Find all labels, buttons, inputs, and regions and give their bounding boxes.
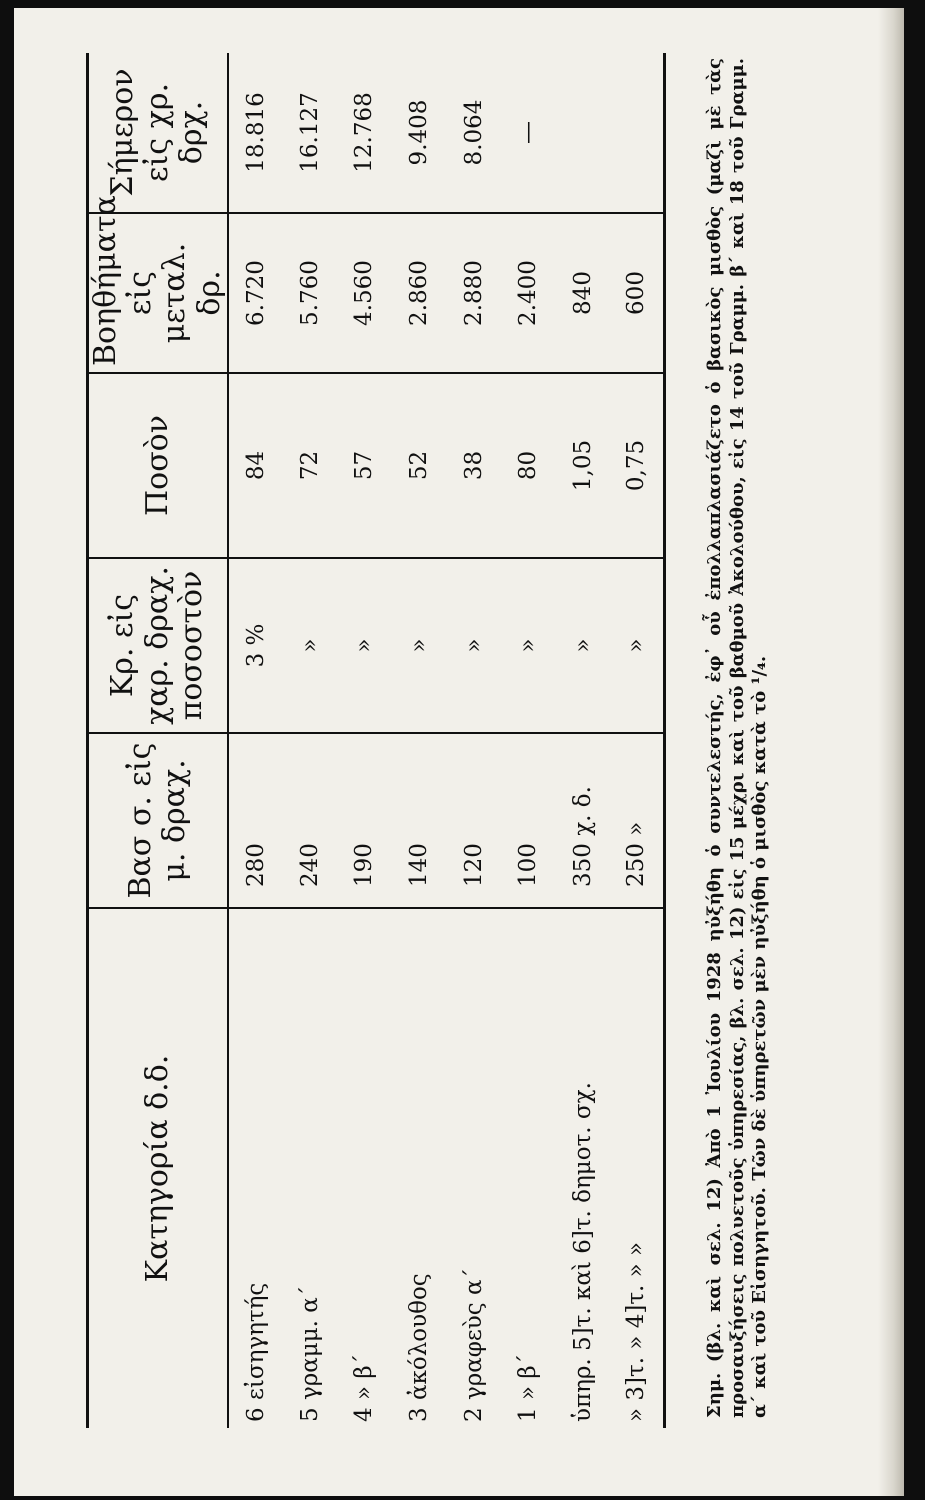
cell-pct: » [337, 558, 392, 733]
cell-today: — [501, 53, 556, 213]
cell-basic: 250 » [610, 733, 665, 908]
cell-amount: 84 [228, 373, 283, 558]
header-today: Σήμερον εἰς χρ. δρχ. [88, 53, 229, 213]
cell-category: ὑπηρ. 5]τ. καὶ 6]τ. δημοτ. σχ. [569, 1082, 596, 1422]
table-row [392, 53, 447, 1428]
cell-aid: 2.400 [501, 213, 556, 373]
cell-basic: 280 [228, 733, 283, 908]
cell-category: 5 γραμμ. α΄ [296, 1285, 323, 1422]
cell-aid: 4.560 [337, 213, 392, 373]
cell-today: 12.768 [337, 53, 392, 213]
table-row [228, 53, 283, 1428]
header-category: Κατηγορία δ.δ. [88, 908, 229, 1428]
salary-table [86, 53, 666, 1428]
table-row [610, 53, 665, 1428]
cell-amount: 0,75 [610, 373, 665, 558]
cell-basic: 240 [283, 733, 338, 908]
cell-pct: » [555, 558, 610, 733]
cell-basic: 140 [392, 733, 447, 908]
cell-basic: 120 [446, 733, 501, 908]
table-header-row [88, 53, 229, 1428]
table-row [337, 53, 392, 1428]
cell-category: 3 ἀκόλουθος [405, 1273, 432, 1422]
scanned-page [14, 8, 904, 1496]
cell-today: 9.408 [392, 53, 447, 213]
cell-today: 8.064 [446, 53, 501, 213]
cell-pct: 3 % [228, 558, 283, 733]
cell-today: 16.127 [283, 53, 338, 213]
table-row [501, 53, 556, 1428]
cell-pct: » [283, 558, 338, 733]
cell-pct: » [610, 558, 665, 733]
cell-basic: 190 [337, 733, 392, 908]
rotated-content [76, 48, 896, 1448]
table-row [555, 53, 610, 1428]
table-row [446, 53, 501, 1428]
cell-amount: 80 [501, 373, 556, 558]
table-row [283, 53, 338, 1428]
cell-aid: 840 [555, 213, 610, 373]
cell-category: 1 » β΄ [515, 1353, 542, 1422]
cell-basic: 350 χ. δ. [555, 733, 610, 908]
cell-basic: 100 [501, 733, 556, 908]
cell-aid: 6.720 [228, 213, 283, 373]
cell-aid: 5.760 [283, 213, 338, 373]
header-amount: Ποσὸν [88, 373, 229, 558]
cell-aid: 600 [610, 213, 665, 373]
cell-amount: 1,05 [555, 373, 610, 558]
cell-today [555, 53, 610, 213]
cell-amount: 38 [446, 373, 501, 558]
cell-today [610, 53, 665, 213]
cell-category: 4 » β΄ [351, 1353, 378, 1422]
header-basic-salary: Βασ σ. εἰς μ. δραχ. [88, 733, 229, 908]
cell-pct: » [392, 558, 447, 733]
cell-amount: 52 [392, 373, 447, 558]
cell-amount: 72 [283, 373, 338, 558]
cell-aid: 2.880 [446, 213, 501, 373]
cell-amount: 57 [337, 373, 392, 558]
cell-category: 6 εἰσηγητής [242, 1282, 269, 1422]
header-percentage: Κρ. εἰς χαρ. δραχ. ποσοστὸν [88, 558, 229, 733]
cell-category: 2 γραφεὺς α΄ [460, 1268, 487, 1422]
cell-today: 18.816 [228, 53, 283, 213]
header-aid: Βοηθήματα εἰς μεταλ. δρ. [88, 213, 229, 373]
footnote: Σημ. (βλ. καὶ σελ. 12) Ἀπὸ 1 Ἰουλίου 1928 ηὐξήθη ὁ συντελεστής, ἐφ᾽ οὗ ἐπολλαπλασιάζετο ὁ βασικὸς μισθὸς (μαζὶ μὲ τὰς προσαυξήσεις πολυετοῦς ὑπηρεσίας, βλ. σελ. 12) εἰς 15 μέχρι καὶ τοῦ βαθμοῦ Ἀκολούθου, εἰς 14 τοῦ Γραμμ. β΄ καὶ 18 τοῦ Γραμμ. α΄ καὶ τοῦ Εἰσηγητοῦ. Τῶν δὲ ὑπηρετῶν μὲν ηὐξήθη ὁ μισθὸς κατὰ τὸ ¹/₄. [704, 58, 770, 1418]
cell-pct: » [446, 558, 501, 733]
cell-aid: 2.860 [392, 213, 447, 373]
cell-category: » 3]τ. » 4]τ. » » [623, 1241, 650, 1422]
cell-pct: » [501, 558, 556, 733]
